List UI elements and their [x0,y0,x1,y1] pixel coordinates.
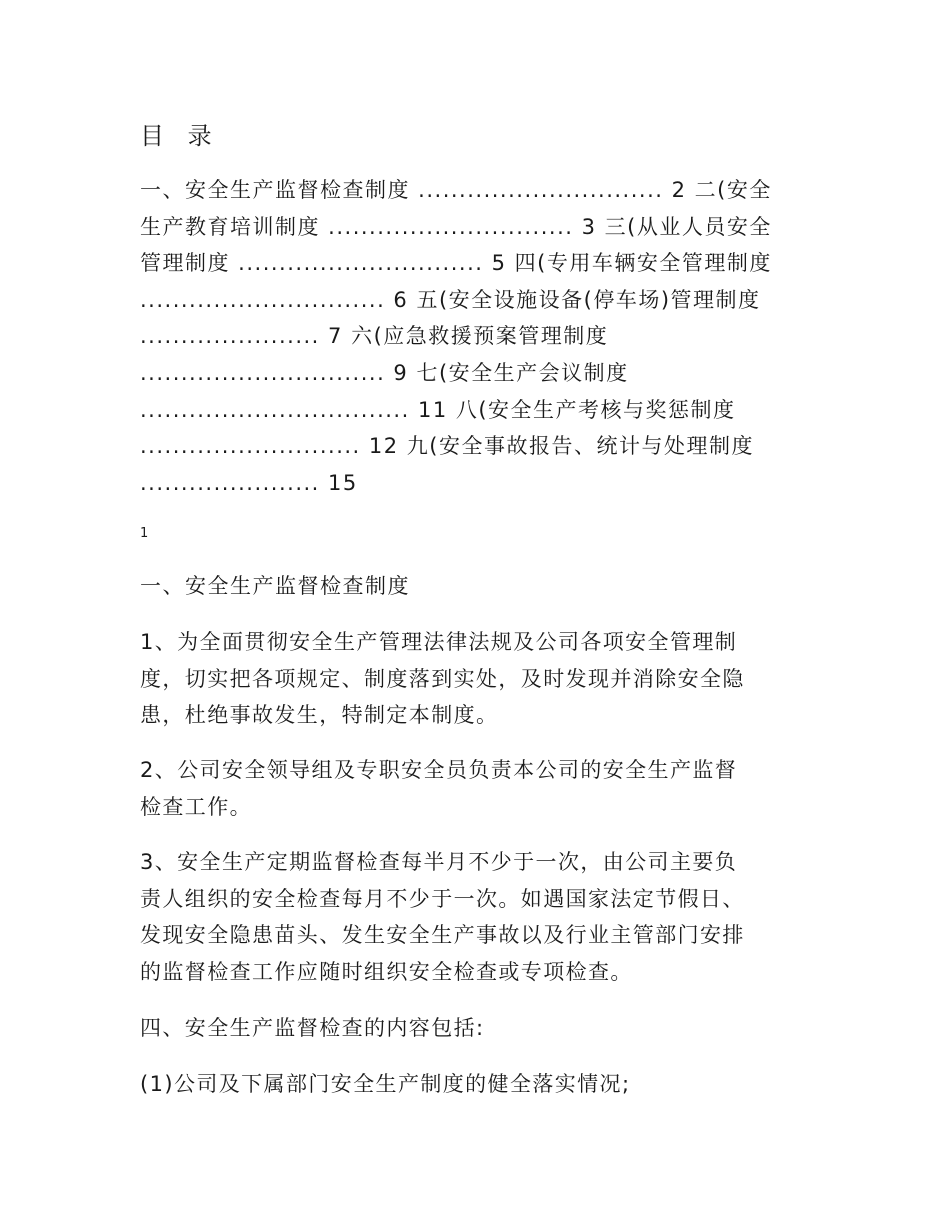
paragraph-2 [140,752,820,825]
toc-title: 目 录 [140,122,220,150]
paragraph-line: 的监督检查工作应随时组织安全检查或专项检查。 [140,959,633,984]
paragraph-line: 检查工作。 [140,794,252,819]
paragraph-line: 度，切实把各项规定、制度落到实处，及时发现并消除安全隐 [140,666,745,691]
paragraph-4 [140,1010,820,1047]
paragraph-5 [140,1066,820,1103]
toc-line: 生产教育培训制度 .............................. 3 三(从业人员安全 [140,214,772,239]
toc-line: .............................. 9 七(安全生产会议制度 [140,360,629,385]
toc-line: ...................... 15 [140,470,358,495]
paragraph-line: 2、公司安全领导组及专职安全员负责本公司的安全生产监督 [140,758,738,782]
paragraph-line: 责人组织的安全检查每月不少于一次。如遇国家法定节假日、 [140,886,745,911]
section-heading: 一、安全生产监督检查制度 [140,574,410,598]
paragraph-line: 患，杜绝事故发生，特制定本制度。 [140,703,499,727]
toc-line: ...................... 7 六(应急救援预案管理制度 [140,324,609,349]
paragraph-line: 1、为全面贯彻安全生产管理法律法规及公司各项安全管理制 [140,630,738,654]
toc-line: 一、安全生产监督检查制度 .............................. 2 二(安全 [140,178,772,202]
paragraph-line: 3、安全生产定期监督检查每半月不少于一次，由公司主要负 [140,850,738,874]
page-number: 1 [140,526,149,541]
paragraph-3 [140,844,820,990]
toc-line: ........................... 12 九(安全事故报告、统计与处理制度 [140,434,754,459]
toc-line: ................................. 11 八(安全生产考核与奖惩制度 [140,397,736,422]
toc-line: 管理制度 .............................. 5 四(专用车辆安全管理制度 [140,251,772,276]
paragraph-line: (1)公司及下属部门安全生产制度的健全落实情况; [140,1072,631,1096]
table-of-contents [140,172,820,501]
toc-line: .............................. 6 五(安全设施设备(停车场)管理制度 [140,287,761,312]
paragraph-line: 发现安全隐患苗头、发生安全生产事故以及行业主管部门安排 [140,923,745,947]
paragraph-line: 四、安全生产监督检查的内容包括: [140,1016,485,1040]
paragraph-1 [140,624,820,734]
